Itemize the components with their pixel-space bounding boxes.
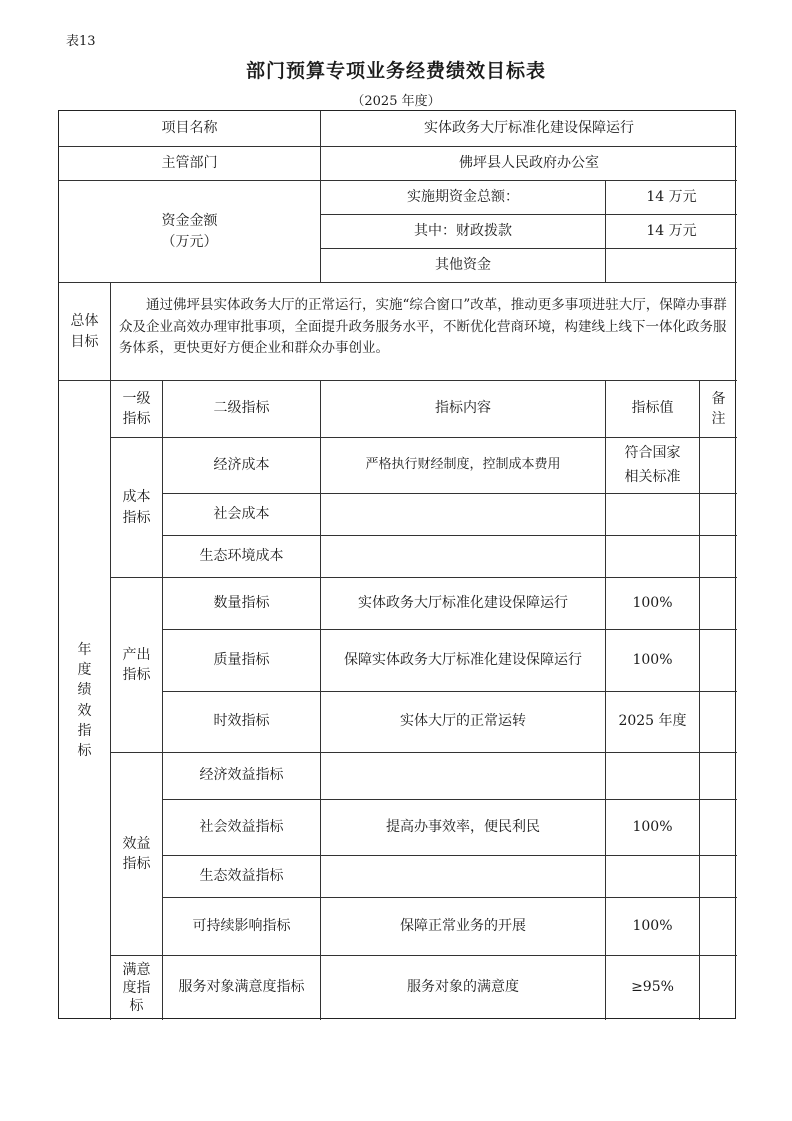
indicator-note [700,956,737,1020]
goal-label [59,283,111,381]
indicator-content: 实体政务大厅标准化建设保障运行 [321,578,606,630]
indicator-content: 保障正常业务的开展 [321,898,606,956]
header-value: 指标值 [606,381,700,438]
indicator-note [700,438,737,494]
group-label-line3: 标 [129,998,144,1015]
funds-other-value [606,249,737,283]
indicator-content: 实体大厅的正常运转 [321,692,606,753]
annual-indicators-label [59,381,111,1020]
indicator-content [321,856,606,898]
group-satisfaction-label [111,956,163,1020]
group-label-line2: 度指 [122,979,151,996]
header-level1-line1: 一级 [122,390,151,407]
header-content: 指标内容 [321,381,606,438]
goal-label-line1: 总体 [70,312,99,329]
indicator-name: 服务对象满意度指标 [163,956,321,1020]
indicator-value [606,494,700,536]
group-label-line1: 效益 [122,835,151,852]
indicator-note [700,898,737,956]
section-label-char: 标 [77,743,92,760]
group-label-line1: 成本 [122,489,151,506]
section-label-char: 度 [77,661,92,678]
section-label-char: 指 [77,722,92,739]
header-note-line2: 注 [711,411,726,427]
indicator-name: 时效指标 [163,692,321,753]
indicator-value: 100% [606,630,700,692]
indicator-note [700,692,737,753]
indicator-value: 100% [606,578,700,630]
group-output-label [111,578,163,753]
group-label-line2: 指标 [122,667,151,683]
header-note [700,381,737,438]
department-value: 佛坪县人民政府办公室 [321,147,737,181]
indicator-value: ≥95% [606,956,700,1020]
funds-total-label: 实施期资金总额： [321,181,606,215]
funds-total-value: 14 万元 [606,181,737,215]
indicator-note [700,856,737,898]
header-note-line1: 备 [711,390,726,407]
indicator-content [321,494,606,536]
indicator-name: 经济效益指标 [163,753,321,800]
goal-text: 通过佛坪县实体政务大厅的正常运行，实施“综合窗口”改革，推动更多事项进驻大厅，保障办事群众及企业高效办理审批事项，全面提升政务服务水平，不断优化营商环境，构建线上线下一体化政务服务体系，更快更好方便企业和群众办事创业。 [111,283,737,381]
indicator-value: 符合国家相关标准 [606,438,700,494]
group-label-line1: 产出 [122,646,151,663]
indicator-note [700,630,737,692]
indicator-name: 质量指标 [163,630,321,692]
goal-label-line2: 目标 [70,333,99,350]
performance-table [58,110,736,1019]
indicator-content: 服务对象的满意度 [321,956,606,1020]
indicator-name: 社会效益指标 [163,800,321,856]
group-label-line1: 满意 [122,961,151,978]
indicator-content: 保障实体政务大厅标准化建设保障运行 [321,630,606,692]
indicator-value: 2025 年度 [606,692,700,753]
group-cost-label [111,438,163,578]
group-label-line2: 指标 [122,509,151,526]
funds-label [59,181,321,283]
indicator-name: 数量指标 [163,578,321,630]
funds-fiscal-label: 其中：财政拨款 [321,215,606,249]
funds-label-line1: 资金金额 [161,212,218,229]
header-level2: 二级指标 [163,381,321,438]
section-label-char: 年 [77,641,92,658]
indicator-value: 100% [606,898,700,956]
indicator-name: 经济成本 [163,438,321,494]
indicator-name: 社会成本 [163,494,321,536]
group-benefit-label [111,753,163,956]
indicator-value [606,536,700,578]
indicator-name: 可持续影响指标 [163,898,321,956]
section-label-char: 绩 [77,682,92,699]
indicator-note [700,800,737,856]
indicator-name: 生态环境成本 [163,536,321,578]
project-name-value: 实体政务大厅标准化建设保障运行 [321,111,737,147]
indicator-value [606,856,700,898]
indicator-content: 提高办事效率，便民利民 [321,800,606,856]
funds-label-line2: （万元） [161,233,218,250]
indicator-name: 生态效益指标 [163,856,321,898]
indicator-note [700,578,737,630]
indicator-value: 100% [606,800,700,856]
document-title: 部门预算专项业务经费绩效目标表 [245,60,546,82]
indicator-note [700,536,737,578]
indicator-content [321,536,606,578]
project-name-label: 项目名称 [59,111,321,147]
section-label-char: 效 [77,702,92,719]
indicator-content: 严格执行财经制度，控制成本费用 [321,438,606,494]
indicator-content [321,753,606,800]
document-year: （2025 年度） [351,94,441,109]
group-label-line2: 指标 [122,856,151,872]
department-label: 主管部门 [59,147,321,181]
indicator-value [606,753,700,800]
funds-fiscal-value: 14 万元 [606,215,737,249]
header-level1-line2: 指标 [122,411,151,427]
indicator-note [700,753,737,800]
funds-other-label: 其他资金 [321,249,606,283]
indicator-note [700,494,737,536]
table-number: 表13 [66,34,96,49]
header-level1 [111,381,163,438]
